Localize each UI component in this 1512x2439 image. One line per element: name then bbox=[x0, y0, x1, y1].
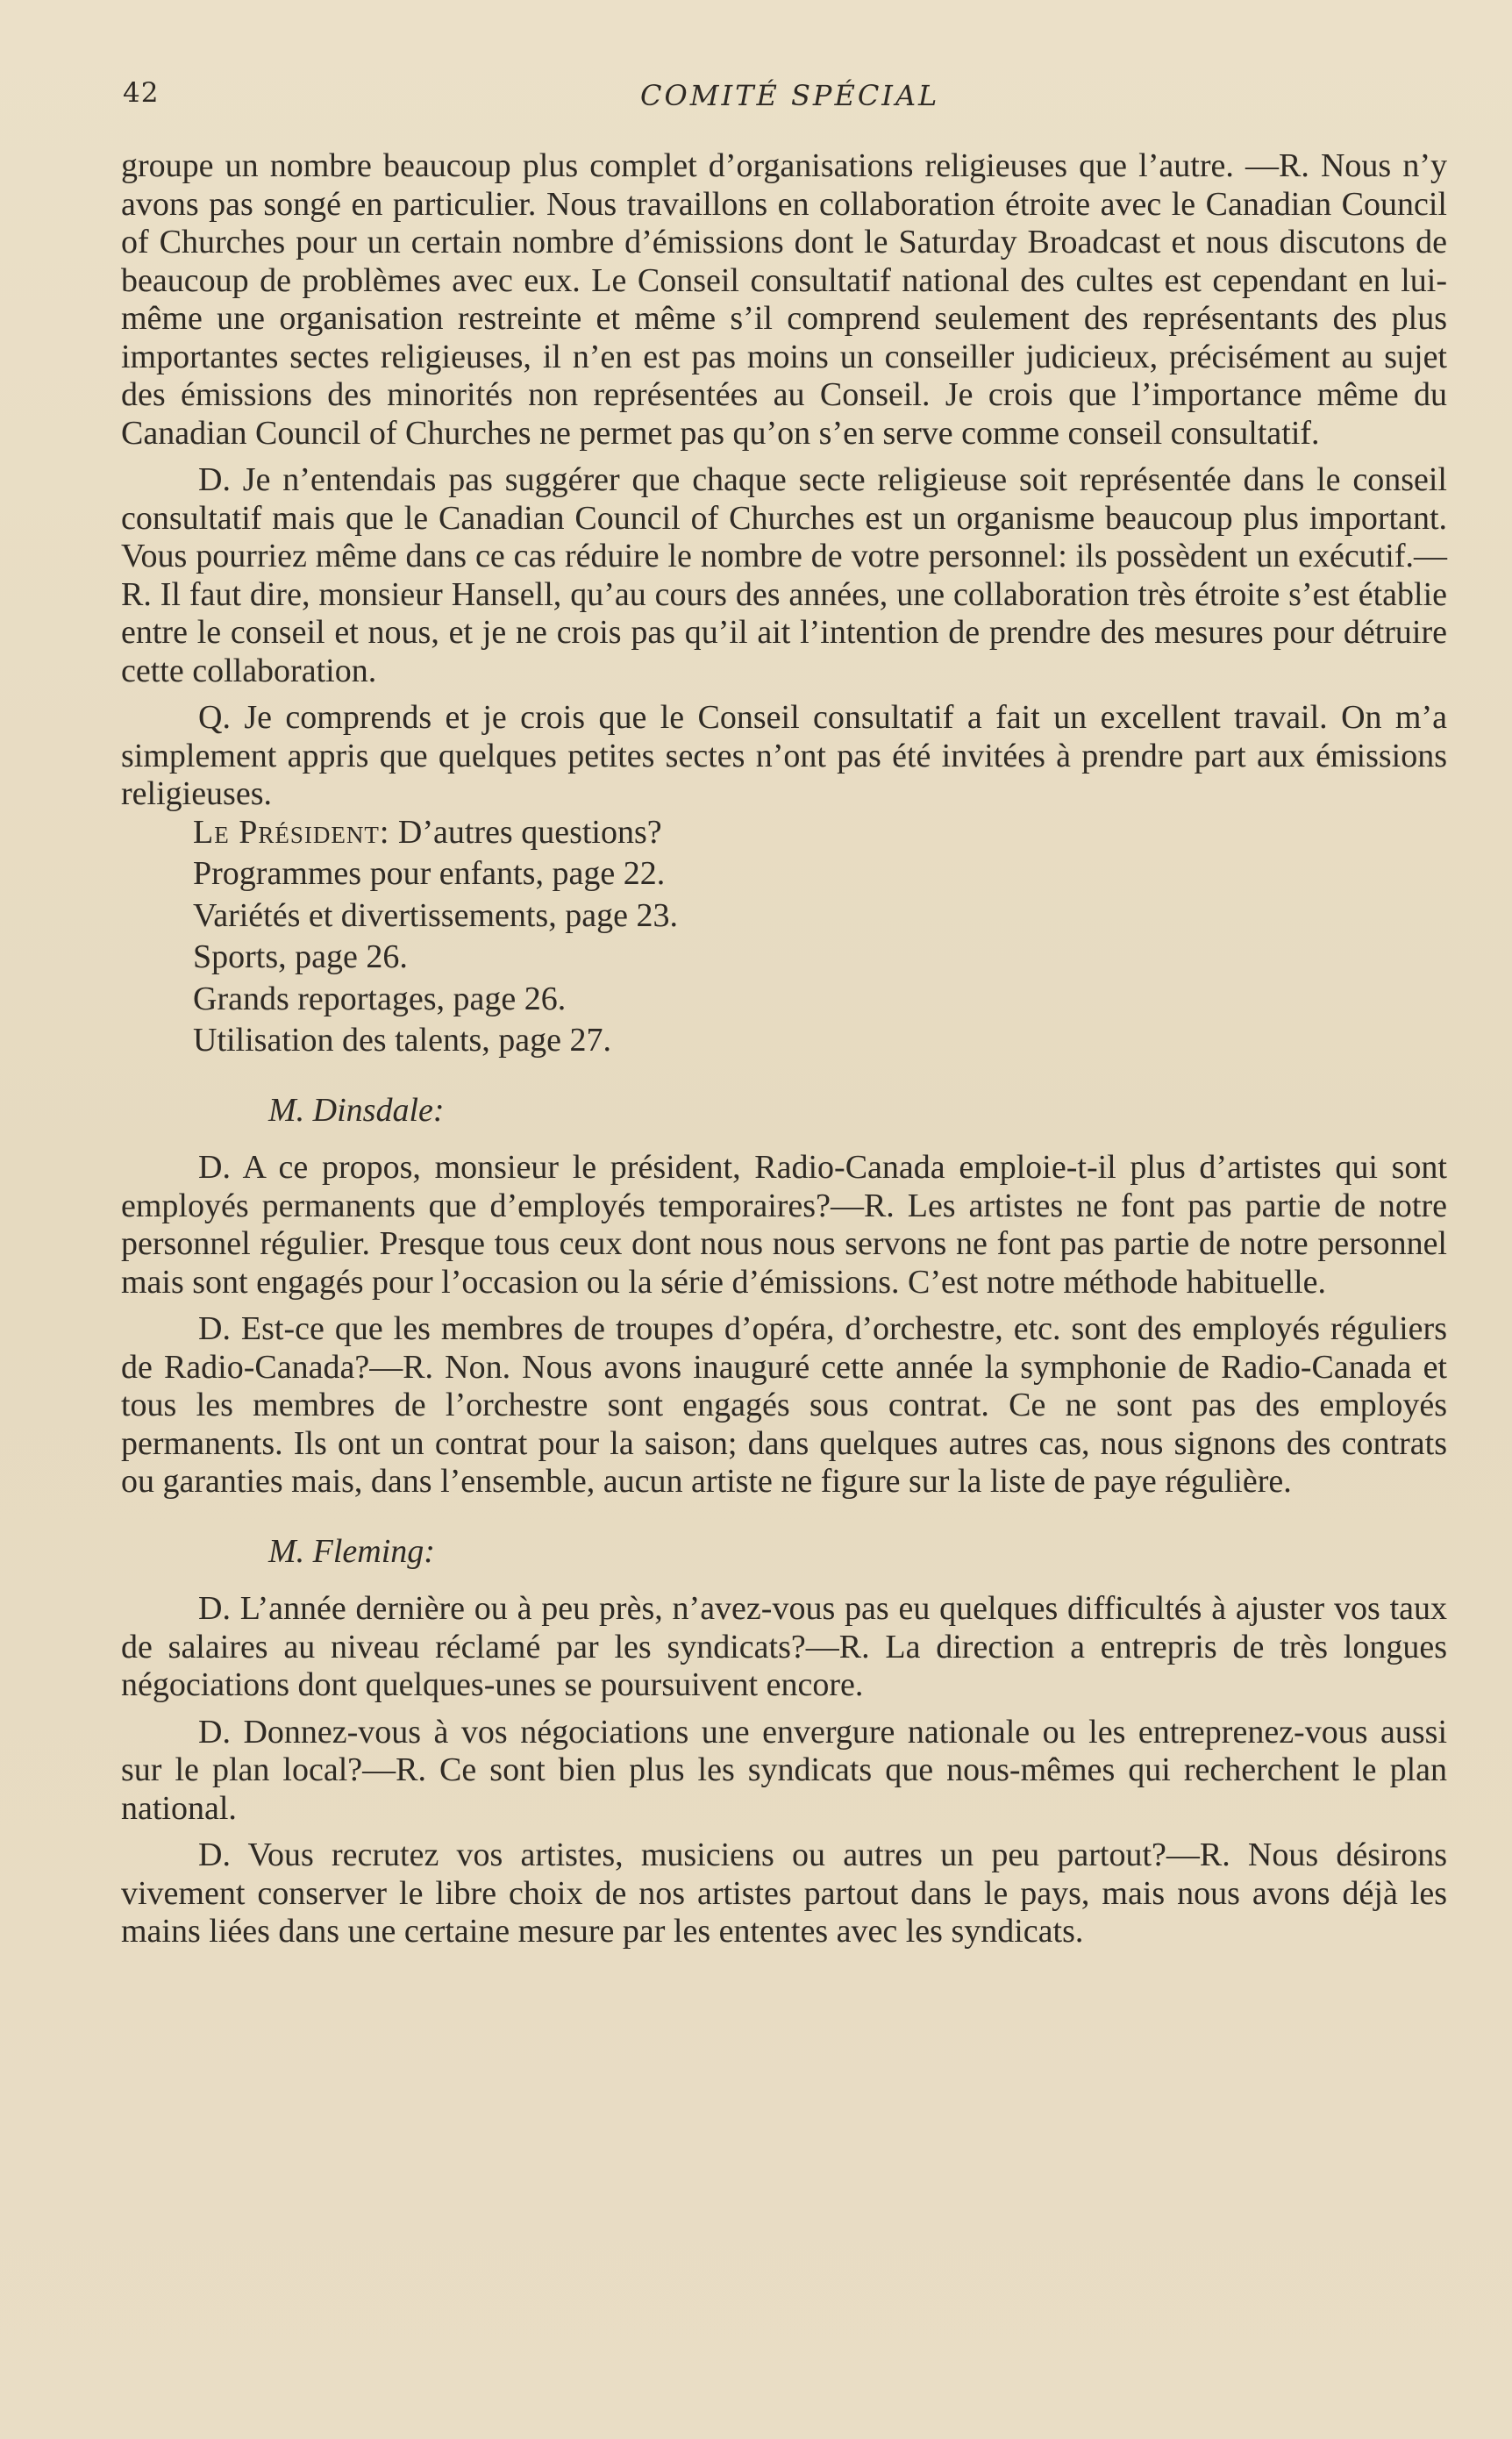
running-title: COMITÉ SPÉCIAL bbox=[640, 79, 940, 112]
paragraph-question: D. L’année dernière ou à peu près, n’avez-vous pas eu quelques difficultés à ajuster vos taux de salaires au niveau réclamé par les syndicats?—R. La direction a entrepris de très longues négociations dont quelques-unes se poursuivent encore. bbox=[121, 1590, 1447, 1703]
agenda-item: Sports, page 26. bbox=[193, 938, 408, 975]
agenda-item: Variétés et divertissements, page 23. bbox=[193, 896, 678, 934]
president-text: D’autres questions? bbox=[397, 813, 662, 851]
paragraph-continued: groupe un nombre beaucoup plus complet d’organisations religieuses que l’autre. —R. Nous n’y avons pas songé en particulier. Nous travaillons en collaboration étroite avec le Canadian Council of Churches pour un certain nombre d’émissions dont le Saturday Broadcast et nous discutons de beaucoup de problèmes avec eux. Le Conseil consultatif national des cultes est cependant en lui-même une organisation restreinte et même s’il comprend seulement des représentants des plus importantes sectes religieuses, il n’en est pas moins un conseiller judicieux, précisément au sujet des émissions des minorités non représentées au Conseil. Je crois que l’importance même du Canadian Council of Churches ne permet pas qu’on s’en serve comme conseil consultatif. bbox=[121, 147, 1447, 452]
page-header bbox=[123, 77, 1424, 121]
agenda-item: Utilisation des talents, page 27. bbox=[193, 1022, 612, 1059]
paragraph-question: D. Je n’entendais pas suggérer que chaque secte religieuse soit représentée dans le conseil consultatif mais que le Canadian Council of Churches est un organisme beaucoup plus important. Vous pourriez même dans ce cas réduire le nombre de votre personnel: ils possèdent un exécutif.—R. Il faut dire, monsieur Hansell, qu’au cours des années, une collaboration très étroite s’est établie entre le conseil et nous, et je ne crois pas qu’il ait l’intention de prendre des mesures pour détruire cette collaboration. bbox=[121, 461, 1447, 689]
president-label: Le Président: bbox=[193, 813, 390, 851]
speaker-heading: M. Fleming: bbox=[268, 1532, 435, 1570]
speaker-heading: M. Dinsdale: bbox=[268, 1091, 445, 1129]
agenda-item: Grands reportages, page 26. bbox=[193, 980, 567, 1017]
page-body bbox=[121, 147, 1447, 1951]
paragraph-question: D. Est-ce que les membres de troupes d’opéra, d’orchestre, etc. sont des employés réguliers de Radio-Canada?—R. Non. Nous avons inauguré cette année la symphonie de Radio-Canada et tous les membres de l’orchestre sont engagés sous contrat. Ce ne sont pas des employés permanents. Ils ont un contrat pour la saison; dans quelques autres cas, nous signons des contrats ou garanties mais, dans l’ensemble, aucun artiste ne figure sur la liste de paye régulière. bbox=[121, 1310, 1447, 1500]
paragraph-question: D. Vous recrutez vos artistes, musiciens ou autres un peu partout?—R. Nous désirons vivement conserver le libre choix de nos artistes partout dans le pays, mais nous avons déjà les mains liées dans une certaine mesure par les ententes avec les syndicats. bbox=[121, 1836, 1447, 1950]
paragraph-question: D. Donnez-vous à vos négociations une envergure nationale ou les entreprenez-vous aussi sur le plan local?—R. Ce sont bien plus les syndicats que nous-mêmes qui recherchent le plan national. bbox=[121, 1713, 1447, 1827]
page-number: 42 bbox=[123, 77, 160, 109]
president-line bbox=[121, 814, 1447, 852]
agenda-item: Programmes pour enfants, page 22. bbox=[193, 855, 666, 892]
paragraph-question: Q. Je comprends et je crois que le Conseil consultatif a fait un excellent travail. On m’a simplement appris que quelques petites sectes n’ont pas été invitées à prendre part aux émissions religieuses. bbox=[121, 699, 1447, 812]
paragraph-question: D. A ce propos, monsieur le président, Radio-Canada emploie-t-il plus d’artistes qui sont employés permanents que d’employés temporaires?—R. Les artistes ne font pas partie de notre personnel régulier. Presque tous ceux dont nous nous servons ne font pas partie de notre personnel mais sont engagés pour l’occasion ou la série d’émissions. C’est notre méthode habituelle. bbox=[121, 1149, 1447, 1301]
